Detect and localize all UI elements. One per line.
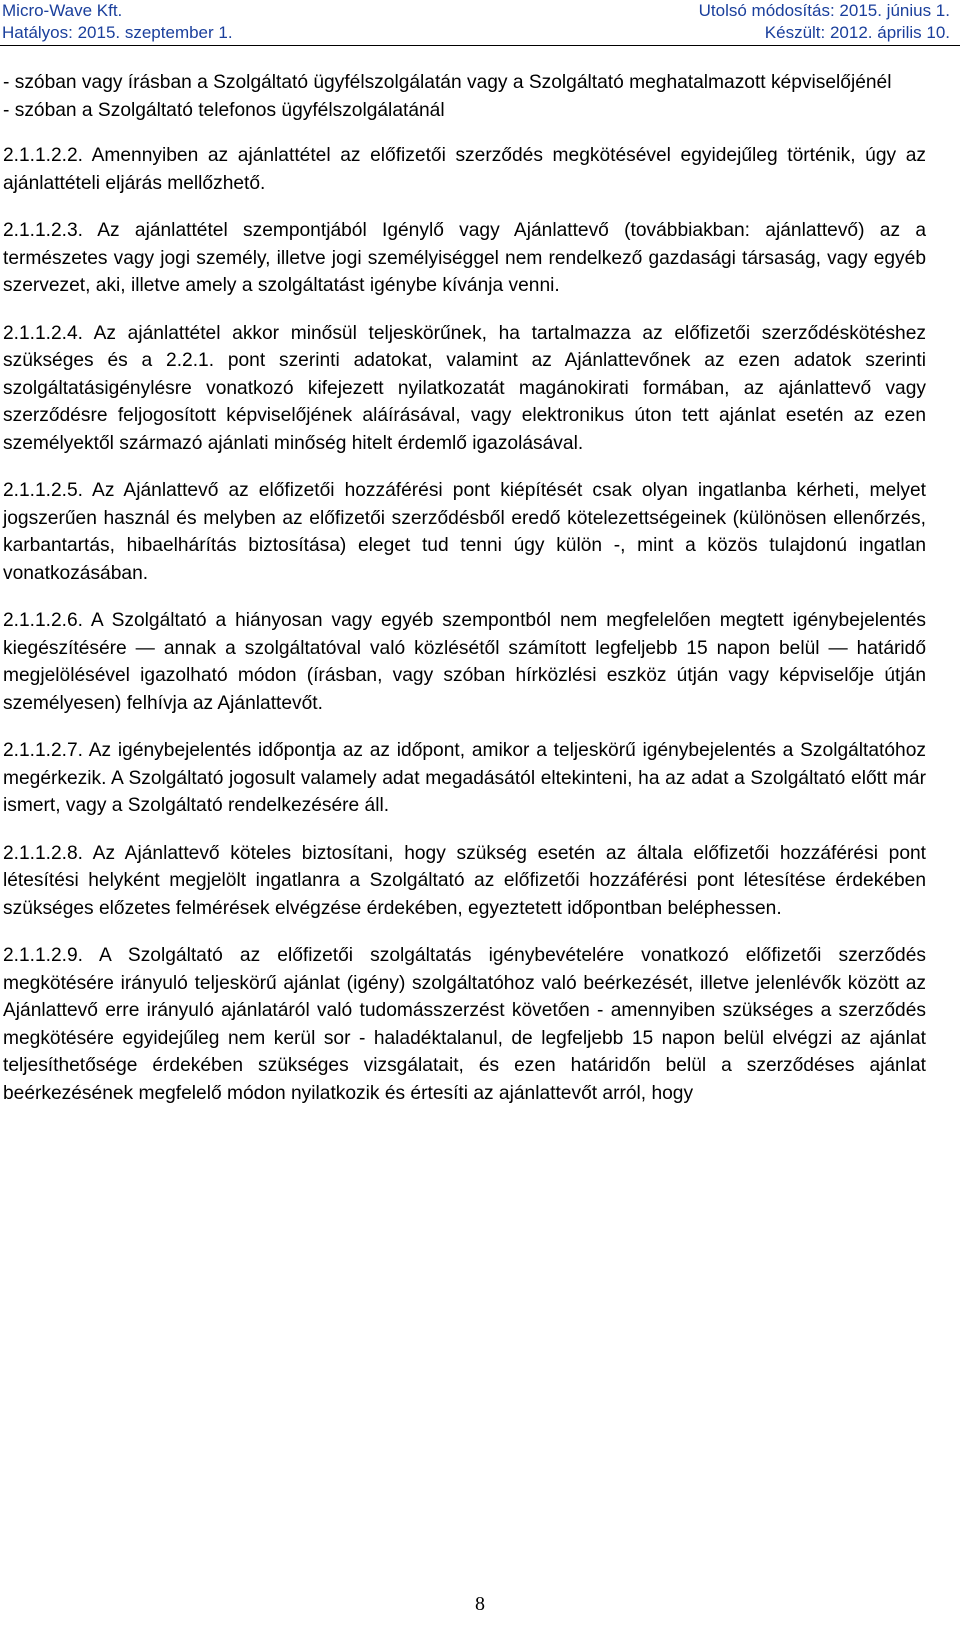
- created-date: Készült: 2012. április 10.: [764, 23, 950, 42]
- section-2-1-1-2-9: 2.1.1.2.9. A Szolgáltató az előfizetői szolgáltatás igénybevételére vonatkozó előfizetői szerződés megkötésére irányuló teljeskörű ajánlat (igény) szolgáltatóhoz való beérkezését, illetve jelenlévők között az Ajánlattevő erre irányuló ajánlatáról való tudomásszerzést követően - amennyiben szükséges a szerződés megkötésére egyidejűleg nem kerül sor - haladéktalanul, de legfeljebb 15 napon belül elvégzi az ajánlat teljesíthetősége érdekében szükséges vizsgálatait, és ezen határidőn belül a szerződéses ajánlat beérkezésének megfelelő módon nyilatkozik és értesíti az ajánlattevőt arról, hogy: [3, 945, 926, 1104]
- section-2-1-1-2-5: 2.1.1.2.5. Az Ajánlattevő az előfizetői hozzáférési pont kiépítését csak olyan ingatlanba kérheti, melyet jogszerűen használ és melyben az előfizetői szerződésből eredő kötelezettségeinek (különösen ellenőrzés, karbantartás, hibaelhárítás biztosítása) eleget tud tenni úgy külön -, mint a közös tulajdonú ingatlan vonatkozásában.: [3, 480, 926, 584]
- document-body: [3, 69, 926, 1127]
- intro-channels: [3, 69, 926, 124]
- section-2-1-1-2-7: 2.1.1.2.7. Az igénybejelentés időpontja az az időpont, amikor a teljeskörű igénybejelentés a Szolgáltatóhoz megérkezik. A Szolgáltató jogosult valamely adat megadásától eltekinteni, ha az adat a Szolgáltató előtt már ismert, vagy a Szolgáltató rendelkezésére áll.: [3, 740, 926, 816]
- section-2-1-1-2-3: 2.1.1.2.3. Az ajánlattétel szempontjából Igénylő vagy Ajánlattevő (továbbiakban: ajánlattevő) az a természetes vagy jogi személy, illetve jogi személyiséggel nem rendelkező gazdasági társaság, vagy egyéb szervezet, aki, illetve amely a szolgáltatást igénybe kívánja venni.: [3, 220, 926, 296]
- company-name: Micro-Wave Kft.: [2, 1, 123, 20]
- intro-line-written: - szóban vagy írásban a Szolgáltató ügyfélszolgálatán vagy a Szolgáltató meghatalmazott képviselőjénél: [3, 72, 892, 93]
- header-divider: [0, 45, 960, 46]
- section-2-1-1-2-4: 2.1.1.2.4. Az ajánlattétel akkor minősül teljeskörűnek, ha tartalmazza az előfizetői szerződéskötéshez szükséges és a 2.2.1. pont szerinti adatokat, valamint az Ajánlattevőnek az ezen adatok szerinti szolgáltatásigénylésre vonatkozó kifejezett nyilatkozatát magánokirati formában, az ajánlattevő vagy szerződésre feljogosított képviselőjének aláírásával, vagy elektronikus úton tett ajánlat esetén az ezen személyektől származó ajánlati minőség hitelt érdemlő igazolásával.: [3, 322, 926, 454]
- section-2-1-1-2-8: 2.1.1.2.8. Az Ajánlattevő köteles biztosítani, hogy szükség esetén az általa előfizetői hozzáférési pont létesítési helyként megjelölt ingatlanra a Szolgáltató az előfizetői hozzáférési pont létesítése érdekében szükséges előzetes felmérések elvégzése érdekében, egyeztetett időpontban beléphessen.: [3, 842, 926, 919]
- last-modified-date: Utolsó módosítás: 2015. június 1.: [698, 1, 950, 20]
- header-row-2: [0, 22, 960, 44]
- section-2-1-1-2-6: 2.1.1.2.6. A Szolgáltató a hiányosan vagy egyéb szempontból nem megfelelően megtett igénybejelentés kiegészítésére — annak a szolgáltatóval való közlésétől számított legfeljebb 15 napon belül — határidő megjelölésével igazolható módon (írásban, vagy szóban hírközlési eszköz útján vagy képviselője útján személyesen) felhívja az Ajánlattevőt.: [3, 610, 926, 714]
- intro-line-phone: - szóban a Szolgáltató telefonos ügyfélszolgálatánál: [3, 99, 445, 121]
- page-number: 8: [475, 1593, 485, 1615]
- effective-date: Hatályos: 2015. szeptember 1.: [2, 23, 233, 42]
- header-row-1: [0, 0, 960, 22]
- section-2-1-1-2-2: 2.1.1.2.2. Amennyiben az ajánlattétel az előfizetői szerződés megkötésével egyidejűleg történik, úgy az ajánlattételi eljárás mellőzhető.: [3, 145, 926, 194]
- page-header: [0, 0, 960, 46]
